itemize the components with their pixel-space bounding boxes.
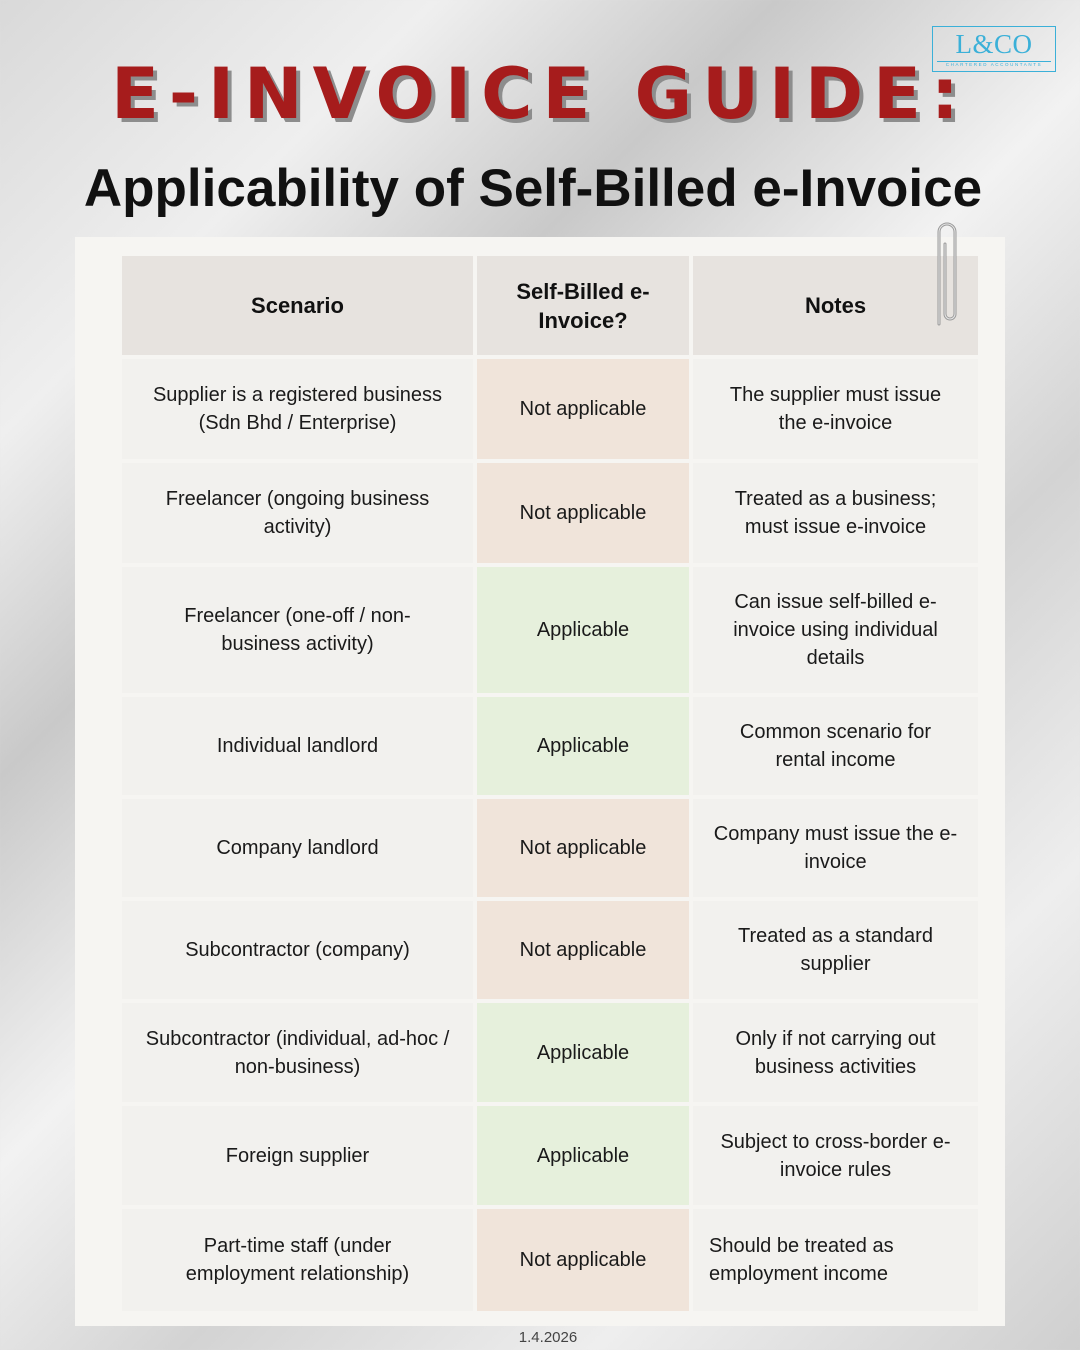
table-row: [122, 697, 978, 795]
status-cell: Not applicable: [477, 359, 689, 459]
notes-cell: Common scenario for rental income: [693, 697, 978, 795]
column-header-self-billed: Self-Billed e-Invoice?: [477, 256, 689, 355]
notes-cell: Only if not carrying out business activities: [693, 1003, 978, 1102]
table-header-row: [122, 256, 978, 355]
status-cell: Applicable: [477, 697, 689, 795]
applicability-table: [118, 252, 982, 1315]
logo-subtext: CHARTERED ACCOUNTANTS: [937, 61, 1051, 68]
notes-cell: Can issue self-billed e-invoice using individual details: [693, 567, 978, 693]
column-header-scenario: Scenario: [122, 256, 473, 355]
status-cell: Not applicable: [477, 463, 689, 563]
scenario-cell: Part-time staff (under employment relationship): [122, 1209, 473, 1311]
table-row: [122, 463, 978, 563]
scenario-cell: Foreign supplier: [122, 1106, 473, 1205]
column-header-notes: Notes: [693, 256, 978, 355]
scenario-cell: Freelancer (one-off / non-business activity): [122, 567, 473, 693]
notes-cell: Subject to cross-border e-invoice rules: [693, 1106, 978, 1205]
scenario-cell: Company landlord: [122, 799, 473, 897]
paperclip-icon: [931, 216, 961, 328]
scenario-cell: Freelancer (ongoing business activity): [122, 463, 473, 563]
notes-cell: The supplier must issue the e-invoice: [693, 359, 978, 459]
notes-cell: Treated as a standard supplier: [693, 901, 978, 999]
notes-cell: Company must issue the e-invoice: [693, 799, 978, 897]
table-row: [122, 1106, 978, 1205]
scenario-cell: Individual landlord: [122, 697, 473, 795]
notes-cell: Should be treated as employment income: [693, 1209, 978, 1311]
status-cell: Not applicable: [477, 799, 689, 897]
page-title: E-INVOICE GUIDE:: [111, 53, 969, 135]
table-row: [122, 567, 978, 693]
status-cell: Not applicable: [477, 901, 689, 999]
status-cell: Applicable: [477, 1106, 689, 1205]
table-row: [122, 1209, 978, 1311]
status-cell: Not applicable: [477, 1209, 689, 1311]
table-row: [122, 901, 978, 999]
notes-cell: Treated as a business; must issue e-invoice: [693, 463, 978, 563]
scenario-cell: Subcontractor (company): [122, 901, 473, 999]
footer-date: 1.4.2026: [518, 1329, 578, 1346]
scenario-cell: Subcontractor (individual, ad-hoc / non-business): [122, 1003, 473, 1102]
table-row: [122, 799, 978, 897]
logo-text: L&CO: [955, 29, 1033, 59]
table-row: [122, 359, 978, 459]
scenario-cell: Supplier is a registered business (Sdn Bhd / Enterprise): [122, 359, 473, 459]
table-row: [122, 1003, 978, 1102]
status-cell: Applicable: [477, 567, 689, 693]
page-subtitle: Applicability of Self-Billed e-Invoice: [83, 159, 983, 218]
status-cell: Applicable: [477, 1003, 689, 1102]
